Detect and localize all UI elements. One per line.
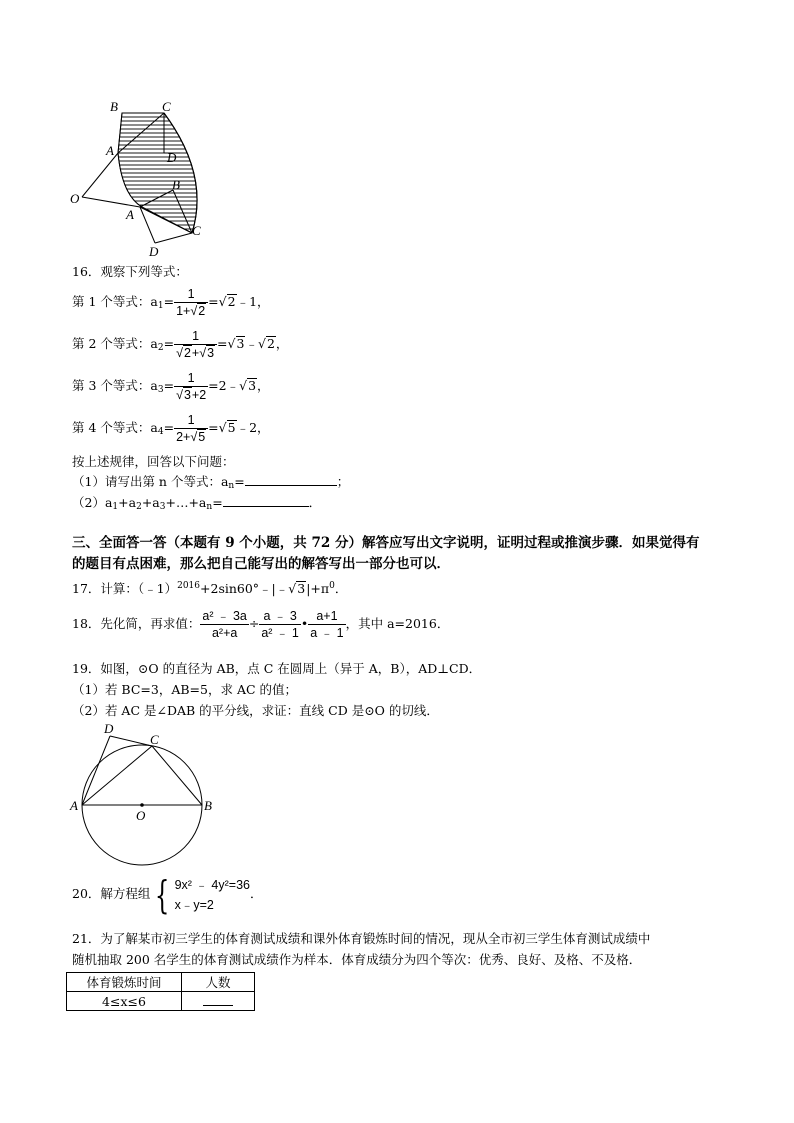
label-O: O — [136, 808, 146, 823]
label-C1: C — [162, 99, 171, 114]
table-header-count: 人数 — [182, 973, 255, 992]
q19-l1: 19．如图，⊙O 的直径为 AB，点 C 在圆周上（异于 A，B），AD⊥CD． — [72, 661, 482, 676]
q16-eq2: 第 2 个等式：$a_2=$ $\frac{1}{√2+√3}$ =√3﹣√2， — [72, 329, 289, 360]
section3-line1: 三、全面答一答（本题有 9 个小题，共 72 分）解答应写出文字说明，证明过程或推演步骤．如果觉得有 — [72, 535, 700, 551]
label-O: O — [70, 191, 80, 206]
exercise-table — [66, 972, 255, 1011]
q19-l2: （1）若 BC=3，AB=5，求 AC 的值； — [72, 682, 298, 697]
label-B: B — [204, 798, 212, 813]
q21-l1: 21．为了解某市初三学生的体育测试成绩和课外体育锻炼时间的情况，现从全市初三学生体育测试成绩中 — [72, 931, 651, 946]
circle-figure — [66, 720, 226, 870]
label-D: D — [104, 721, 114, 736]
q16-eq4: 第 4 个等式：$a_4=$ $\frac{1}{2+√5}$ =√5﹣2， — [72, 413, 270, 444]
q16-eq3: 第 3 个等式：$a_3=$ $\frac{1}{√3+2}$ =2﹣√3， — [72, 371, 270, 402]
label-B2: B — [172, 177, 180, 192]
q18: 18．先化简，再求值： $\frac{\text{a² ﹣ 3a}}{\text{a²+a}}$ ÷ $\frac{a ﹣ 3}{\text{a² ﹣ 1}}$ • $\frac{a+1}{a ﹣ 1}$ ，其中 a=2016． — [72, 609, 450, 640]
table-cell-range: 4≤x≤6 — [67, 992, 182, 1011]
label-A: A — [70, 798, 78, 813]
q16-title: 16．观察下列等式： — [72, 264, 188, 279]
q16-part1: （1）请写出第 n 个等式：$a_n=$ ； — [72, 474, 350, 491]
q20: 20．解方程组 { 9x² ﹣ 4y²=36 x﹣y=2 ． — [72, 872, 263, 917]
answer-blank-1[interactable] — [245, 473, 337, 486]
label-A2: A — [126, 207, 134, 222]
section3-line2: 的题目有点困难，那么把自己能写出的解答写出一部分也可以． — [72, 556, 450, 572]
q16-part2: $(2)a_1+a_2+a_3+\dots+a_n=$ ． — [72, 495, 322, 512]
q17: 17．计算：$(﹣1)^{2016}+2\sin 60^\circ﹣|﹣√3|+\pi^0$． — [72, 581, 348, 596]
q16-eq1: 第 1 个等式：$a_1=$ $\frac{1}{1+√2}$ =√2﹣1， — [72, 287, 270, 318]
label-C: C — [150, 732, 159, 747]
q16-ask: 按上述规律，回答以下问题： — [72, 454, 235, 469]
label-B1: B — [110, 99, 118, 114]
table-header-time: 体育锻炼时间 — [67, 973, 182, 992]
label-D2: D — [149, 244, 159, 259]
q21-l2: 随机抽取 200 名学生的体育测试成绩作为样本．体育成绩分为四个等次：优秀、良好、及格、不及格． — [72, 952, 642, 967]
answer-blank-2[interactable] — [223, 494, 309, 507]
label-A1: A — [106, 143, 114, 158]
table-cell-count[interactable] — [182, 992, 255, 1011]
label-C2: C — [192, 223, 201, 238]
sector-figure — [60, 95, 220, 260]
label-D1: D — [167, 150, 177, 165]
q19-l3: （2）若 AC 是∠DAB 的平分线，求证：直线 CD 是⊙O 的切线． — [72, 703, 439, 718]
